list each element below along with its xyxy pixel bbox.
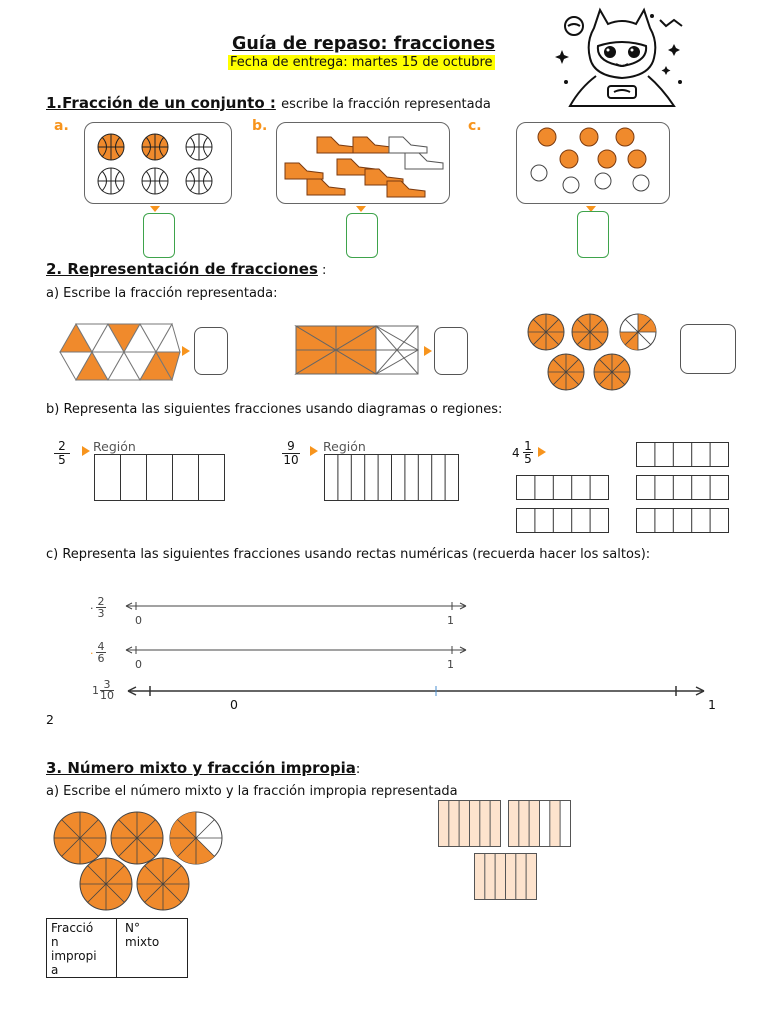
line3-start: 0 xyxy=(230,697,238,712)
fraction-2-5: 2 5 xyxy=(54,440,70,467)
region-label-1: Región xyxy=(93,439,136,454)
answer-table xyxy=(46,918,188,978)
section2-a-instruction: a) Escribe la fracción representada: xyxy=(46,286,278,301)
pies-fraction xyxy=(526,312,666,392)
region-grid-5 xyxy=(94,454,226,502)
balls-set xyxy=(517,123,669,203)
bars-mixed xyxy=(438,800,572,902)
section1-instruction: escribe la fracción representada xyxy=(281,97,491,112)
basketballs-set xyxy=(85,123,231,203)
section2-b-instruction: b) Representa las siguientes fracciones usando diagramas o regiones: xyxy=(46,402,503,417)
label-a: a. xyxy=(54,118,69,134)
page-title: Guía de repaso: fracciones xyxy=(232,34,496,54)
rectangle-fraction xyxy=(296,326,420,376)
shoes-set xyxy=(277,123,449,203)
answer-box-a[interactable] xyxy=(143,213,175,258)
line3-end: 1 xyxy=(708,697,716,712)
line1-start: 0 xyxy=(135,614,142,627)
answer-box-b[interactable] xyxy=(346,213,378,258)
line3-extra: 2 xyxy=(46,712,54,727)
set-c-box xyxy=(516,122,670,204)
answer-box-2a-2[interactable] xyxy=(434,327,468,375)
set-b-box xyxy=(276,122,450,204)
line1-end: 1 xyxy=(447,614,454,627)
mixed-number-cell[interactable]: N° mixto xyxy=(125,921,160,949)
batman-illustration xyxy=(556,6,688,114)
section1-heading xyxy=(46,94,491,112)
arrow-2a-1 xyxy=(182,346,192,356)
region-label-2: Región xyxy=(323,439,366,454)
answer-box-c[interactable] xyxy=(577,211,609,258)
label-c: c. xyxy=(468,118,482,134)
answer-box-2a-1[interactable] xyxy=(194,327,228,375)
section3-a-instruction: a) Escribe el número mixto y la fracción impropia representada xyxy=(46,784,458,798)
due-date: Fecha de entrega: martes 15 de octubre xyxy=(230,55,493,70)
region-grid-10 xyxy=(324,454,460,502)
section2-title: 2. Representación de fracciones xyxy=(46,260,318,278)
line2-start: 0 xyxy=(135,658,142,671)
section3-title: 3. Número mixto y fracción impropia xyxy=(46,759,356,777)
number-line-1 xyxy=(124,599,470,613)
hexagon-fraction xyxy=(60,324,190,380)
pies-mixed xyxy=(52,812,228,910)
label-b: b. xyxy=(252,118,268,134)
section3-heading: 3. Número mixto y fracción impropia: xyxy=(46,759,361,777)
section2-c-instruction: c) Representa las siguientes fracciones usando rectas numéricas (recuerda hacer los saltos): xyxy=(46,547,651,562)
region-grids-mixed xyxy=(514,440,730,534)
arrow-2b-1 xyxy=(82,446,92,456)
set-a-box xyxy=(84,122,232,204)
improper-fraction-cell[interactable]: Fracció n impropi a xyxy=(47,919,117,977)
number-line-3 xyxy=(126,683,708,699)
fraction-9-10: 9 10 xyxy=(283,439,299,467)
section2-heading: 2. Representación de fracciones : xyxy=(46,260,327,278)
arrow-2b-2 xyxy=(310,446,320,456)
answer-box-2a-3[interactable] xyxy=(680,324,736,374)
arrow-2a-2 xyxy=(424,346,434,356)
section1-title: 1.Fracción de un conjunto : xyxy=(46,94,276,112)
number-line-2 xyxy=(124,643,470,657)
line2-end: 1 xyxy=(447,658,454,671)
